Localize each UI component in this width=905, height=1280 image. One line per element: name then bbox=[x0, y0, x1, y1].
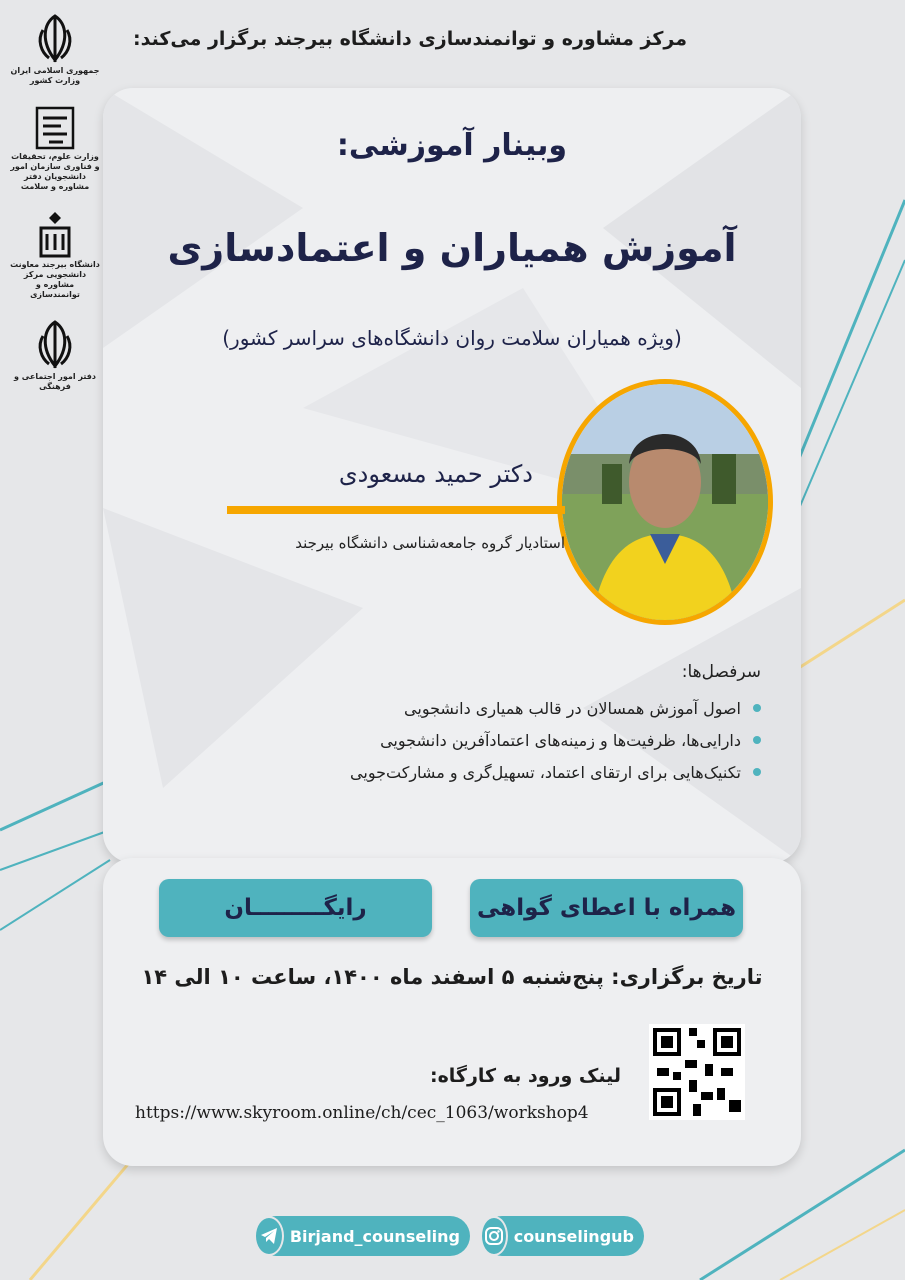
telegram-icon bbox=[254, 1216, 284, 1256]
instagram-icon bbox=[480, 1216, 508, 1256]
list-item: تکنیک‌هایی برای ارتقای اعتماد، تسهیل‌گری و مشارکت‌جویی bbox=[350, 756, 761, 788]
logo-4: دفتر امور اجتماعی و فرهنگی bbox=[10, 318, 100, 392]
info-card bbox=[103, 858, 801, 1166]
topics-heading: سرفصل‌ها: bbox=[681, 662, 761, 682]
speaker-name: دکتر حمید مسعودی bbox=[338, 460, 533, 488]
instagram-link[interactable] bbox=[482, 1216, 644, 1256]
topics-list bbox=[350, 692, 761, 788]
event-title: آموزش همیاران و اعتمادسازی bbox=[167, 226, 737, 270]
free-badge: رایگـــــــــان bbox=[159, 879, 432, 937]
qr-code-icon[interactable] bbox=[649, 1024, 745, 1120]
speaker-role: استادیار گروه جامعه‌شناسی دانشگاه بیرجند bbox=[295, 534, 565, 552]
name-underline bbox=[227, 506, 565, 514]
logo-2: وزارت علوم، تحقیقات و فناوری سازمان امور دانشجویان دفتر مشاوره و سلامت bbox=[10, 104, 100, 192]
bullet-icon bbox=[753, 768, 761, 776]
bullet-icon bbox=[753, 736, 761, 744]
birjand-university-logo-icon bbox=[35, 210, 75, 260]
workshop-link[interactable]: https://www.skyroom.online/ch/cec_1063/workshop4 bbox=[135, 1103, 589, 1123]
iran-emblem-icon bbox=[33, 318, 77, 372]
bullet-icon bbox=[753, 704, 761, 712]
logo-1: جمهوری اسلامی ایران وزارت کشور bbox=[10, 12, 100, 86]
iran-emblem-icon bbox=[33, 12, 77, 66]
list-item: اصول آموزش همسالان در قالب همیاری دانشجویی bbox=[350, 692, 761, 724]
logo-3: دانشگاه بیرجند معاونت دانشجویی مرکز مشاوره و توانمندسازی bbox=[10, 210, 100, 300]
telegram-handle: Birjand_counseling bbox=[289, 1226, 460, 1246]
logo-column bbox=[10, 12, 100, 410]
link-label: لینک ورود به کارگاه: bbox=[429, 1065, 621, 1087]
organizer-header: مرکز مشاوره و توانمندسازی دانشگاه بیرجند برگزار می‌کند: bbox=[133, 28, 687, 50]
student-affairs-logo-icon bbox=[33, 104, 77, 152]
instagram-handle: counselingub bbox=[513, 1226, 634, 1246]
event-type: وبینار آموزشی: bbox=[336, 128, 568, 163]
list-item: دارایی‌ها، ظرفیت‌ها و زمینه‌های اعتمادآفرین دانشجویی bbox=[350, 724, 761, 756]
telegram-link[interactable] bbox=[256, 1216, 470, 1256]
event-date: تاریخ برگزاری: پنج‌شنبه ۵ اسفند ماه ۱۴۰۰، ساعت ۱۰ الی ۱۴ bbox=[141, 965, 763, 989]
event-subtitle: (ویژه همیاران سلامت روان دانشگاه‌های سراسر کشور) bbox=[222, 326, 682, 350]
speaker-photo-image bbox=[562, 384, 768, 620]
main-card bbox=[103, 88, 801, 863]
speaker-photo bbox=[557, 379, 773, 625]
certificate-badge: همراه با اعطای گواهی bbox=[470, 879, 743, 937]
